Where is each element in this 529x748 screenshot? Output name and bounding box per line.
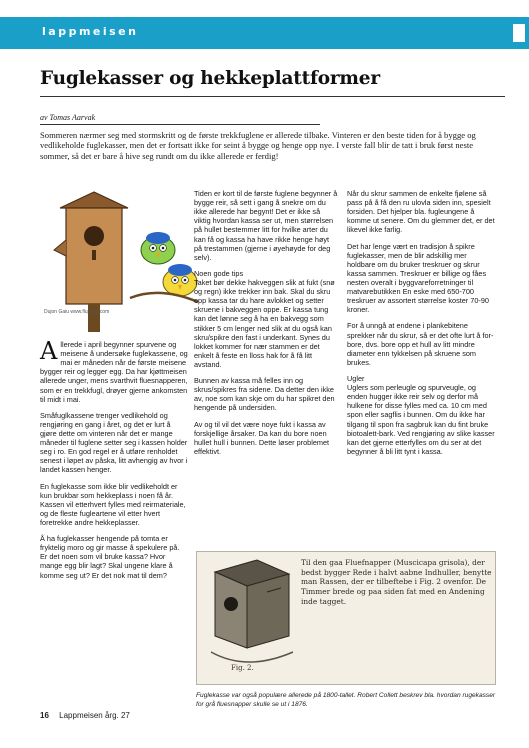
historic-nest-box-image [196,551,496,685]
banner-edge-mark [513,24,525,42]
title-rule [40,96,505,97]
column-3-paragraph-2: Det har lenge vært en tradisjon å spikre fuglekasser, men de blir adskillig mer holdbare om du bruker treskruer og skrur kassa sammen. Treskruer er billige og fåes nesten overalt i byggvareforretninger til matvarebutikken En eske med 650-700 treskruer av assortert størrelse koster 70-90 kroner. [347,241,489,315]
column-1-paragraph-4: Å ha fuglekasser hengende på tomta er fryktelig moro og gir masse å spekulere på. Er det noen som vil bruke kassa? Hvor mange egg blir lagt? Skal ungene klare å komme seg ut? Er det nok mat til dem? [40,534,180,580]
historic-text-excerpt: Til den gaa Fluefnapper (Muscicapa grisola), der bedst bygger Rede i halvt aabne Indhuller, benytte man Rassen, der er tilbeftebe i Fig. 2 ovenfor. De Timmer brede og paa siden fat med en Andening inde tagget. [301,558,492,606]
section-banner [0,17,529,49]
article-column-3 [347,189,495,463]
journal-issue: Lappmeisen årg. 27 [59,711,130,720]
article-column-1 [40,337,188,587]
tips-heading: Noen gode tips [194,268,244,278]
column-2-paragraph-4: Av og til vil det være noye fukt i kassa av forskjellige årsaker. Da kan du bore noen hullet hull i bunnen. Dette løser problemet effektivt. [194,419,330,456]
column-3-paragraph-1: Når du skrur sammen de enkelte fjølene så pass på å få den ru ulovla siden inn, spesielt forsiden. Det hjelper bla. fugleungene å komme ut senere. Om du glemmer det, er det likevel ikke farlig. [347,189,495,235]
page-footer [40,711,130,720]
column-2-paragraph-2: Taket bør dekke hakveggen slik at fukt (snø og regn) ikke trekker inn bak. Skal du skru opp kassa tar du hare avlokket og setter skruene i bakveggen oppe. Er kassa tung kan det lønne seg å ha en bakvegg som stikker 5 cm lenger ned slik at du også kan skru/spikre den fast i underkant. Synes du lokket kommer for nær stammen er det enkelt å feste en lloss hak for å få litt avstand. [194,277,335,369]
nest-box-drawing [197,552,301,685]
column-2-paragraph-1: Tiden er kort til de første fuglene begynner å bygge reir, så sett i gang å snekre om du ikke allerede har begynt! Det er ikke så viktig hvordan kassa ser ut, men størrelsen på hullet bestemmer litt for hvilke arter du kan få og kassa ha have rikke henge høyt på trestammen (gjerne i øyehøyde for deg selv). [194,189,338,262]
owls-heading: Ugler [347,373,365,383]
image-caption: Fuglekasse var også populære allerede på 1800-tallet. Robert Collett beskrev bla. hvordan rugekasser for grå fluesnapper skulle se ut i 1876. [196,692,496,708]
illustration-credit: Dujon Gaiu www.flujamp.com [44,309,110,315]
column-3-paragraph-4: Uglers som perleugle og spurveugle, og enden hugger ikke reir selv og derfor må hulkene for disse fylles med ca. 10 cm med spon eller sagflis i bunnen. Om du ikke har tilgang til spon fra sagbruk kan du fint bruke biotoalett-bark. Ved rengjøring av slike kasser kan det gjerne etterfylles om du ser at det begynner å bli litt tynt i kassa. [347,383,495,456]
column-1-paragraph-1: Allerede i april begynner spurvene og meisene å undersøke fuglekassene, og mai er måneden når de første meisene bygger reir og legger egg. Da har kjøttmeisen allerede unger, mens svarthvit fluesnapperen, som er en trekkfugl, drøyer gjerne ankomsten til midt i mai. [40,337,188,404]
svg-text:Fig. 2.: Fig. 2. [231,664,254,672]
drop-cap: A [40,337,58,365]
byline-rule [40,124,320,125]
byline: av Tomas Aarvak [40,113,96,122]
article-column-2 [194,189,338,463]
column-1-paragraph-2: Småfuglkassene trenger vedlikehold og rengjøring en gang i året, og det er lurt å gjøre dette om vinteren når det er mange måneder til fuglene setter seg i kassen holder seg i ro. En god regel er å utføre renholdet senest i løpet av påska, litt avhengig av hvor i landet kassen henger. [40,410,188,475]
article-title: Fuglekasser og hekkeplattformer [40,68,380,89]
column-2-paragraph-3: Bunnen av kassa må felles inn og skrus/spikres fra sidene. Da detter den ikke av, noe som kan skje om du har spikret den hengende på undersiden. [194,376,335,413]
column-3-paragraph-3: For å unngå at endene i plankebitene sprekker når du skrur, så er det ofte lurt å for-bore, dvs. bore opp et hull av litt mindre diameter enn tykkelsen på skruene som brukes. [347,321,494,367]
section-label: lappmeisen [42,25,139,38]
page-number: 16 [40,711,49,720]
column-1-paragraph-3: En fuglekasse som ikke blir vedlikeholdt er kun brukbar som hekkeplass i noen få år. Kassen vil etterhvert fylles med reirmateriale, og de fleste fugleartene vil etter hvert foretrekke andre hekkeplasser. [40,481,186,527]
lead-paragraph: Sommeren nærmer seg med stormskritt og de første trekkfuglene er allerede tilbake. Vinteren er den beste tiden for å bygge og vedlikeholde fuglekasser, men det er fortsatt ikke for seint å bygge og henge opp nye. I verste fall blir de tatt i bruk først neste sommer, så det er bare å hive seg rundt om du ikke allerede er ferdig! [40,130,476,161]
